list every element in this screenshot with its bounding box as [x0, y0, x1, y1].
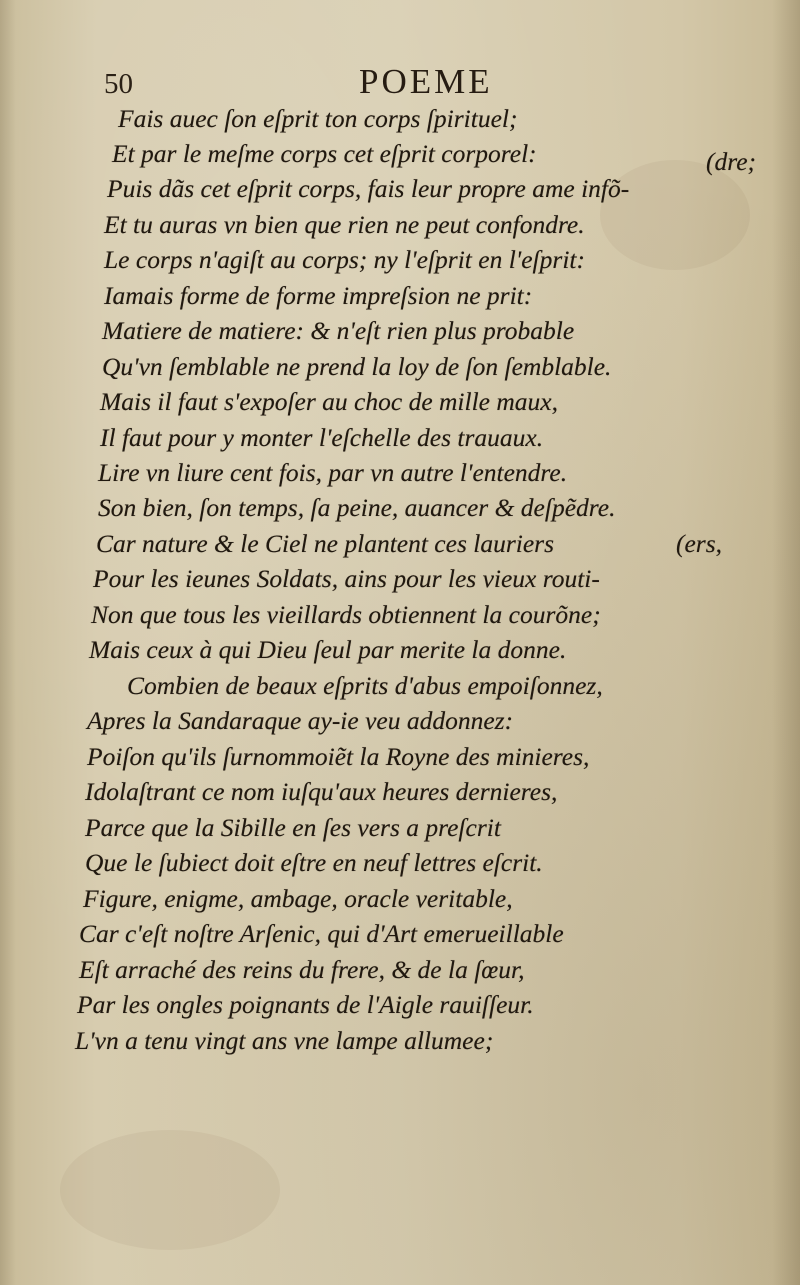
- verse-line: Car c'eſt noſtre Arſenic, qui d'Art emerueillable: [79, 919, 564, 948]
- verse-line: Matiere de matiere: & n'eſt rien plus probable: [102, 316, 575, 345]
- verse-line: Eſt arraché des reins du frere, & de la ſœur,: [79, 955, 525, 984]
- verse-line: Pour les ieunes Soldats, ains pour les vieux routi-: [93, 564, 600, 593]
- verse-line: Et par le meſme corps cet eſprit corporel:: [112, 139, 537, 168]
- verse-line: Le corps n'agiſt au corps; ny l'eſprit en l'eſprit:: [104, 245, 585, 274]
- verse-line: Idolaſtrant ce nom iuſqu'aux heures dernieres,: [85, 777, 558, 806]
- verse-line: Mais il faut s'expoſer au choc de mille maux,: [100, 387, 558, 416]
- page-right-edge-shadow: [772, 0, 800, 1285]
- verse-line: Et tu auras vn bien que rien ne peut confondre.: [104, 210, 585, 239]
- verse-line: Puis dãs cet eſprit corps, fais leur propre ame infõ-: [107, 174, 630, 203]
- page-header: [104, 62, 574, 106]
- verse-line: Que le ſubiect doit eſtre en neuf lettres eſcrit.: [85, 848, 543, 877]
- verse-line: Combien de beaux eſprits d'abus empoiſonnez,: [127, 671, 603, 700]
- verse-line: Parce que la Sibille en ſes vers a preſcrit: [85, 813, 501, 842]
- verse-turnover: (dre;: [706, 147, 757, 176]
- verse-line: Non que tous les vieillards obtiennent la courõne;: [91, 600, 601, 629]
- page-number: 50: [104, 68, 133, 100]
- verse-line: Son bien, ſon temps, ſa peine, auancer & deſpẽdre.: [98, 493, 616, 522]
- verse-line: Il faut pour y monter l'eſchelle des trauaux.: [100, 423, 544, 452]
- running-title: POEME: [359, 62, 493, 101]
- page-left-edge-shadow: [0, 0, 16, 1285]
- verse-line: Par les ongles poignants de l'Aigle rauiſſeur.: [77, 990, 534, 1019]
- verse-line: Figure, enigme, ambage, oracle veritable,: [83, 884, 513, 913]
- verse-line: Fais auec ſon eſprit ton corps ſpirituel;: [118, 104, 518, 133]
- verse-turnover: (ers,: [676, 529, 723, 558]
- verse-line: Apres la Sandaraque ay-ie veu addonnez:: [87, 706, 514, 735]
- verse-line: Iamais forme de forme impreſsion ne prit:: [104, 281, 533, 310]
- verse-line: Qu'vn ſemblable ne prend la loy de ſon ſemblable.: [102, 352, 612, 381]
- verse-line: L'vn a tenu vingt ans vne lampe allumee;: [75, 1026, 494, 1055]
- verse-line: Mais ceux à qui Dieu ſeul par merite la donne.: [89, 635, 567, 664]
- paper-stain: [60, 1130, 280, 1250]
- verse-line: Car nature & le Ciel ne plantent ces lauriers: [96, 529, 555, 558]
- verse-line: Lire vn liure cent fois, par vn autre l'entendre.: [98, 458, 568, 487]
- verse-line: Poiſon qu'ils ſurnommoiẽt la Royne des minieres,: [87, 742, 590, 771]
